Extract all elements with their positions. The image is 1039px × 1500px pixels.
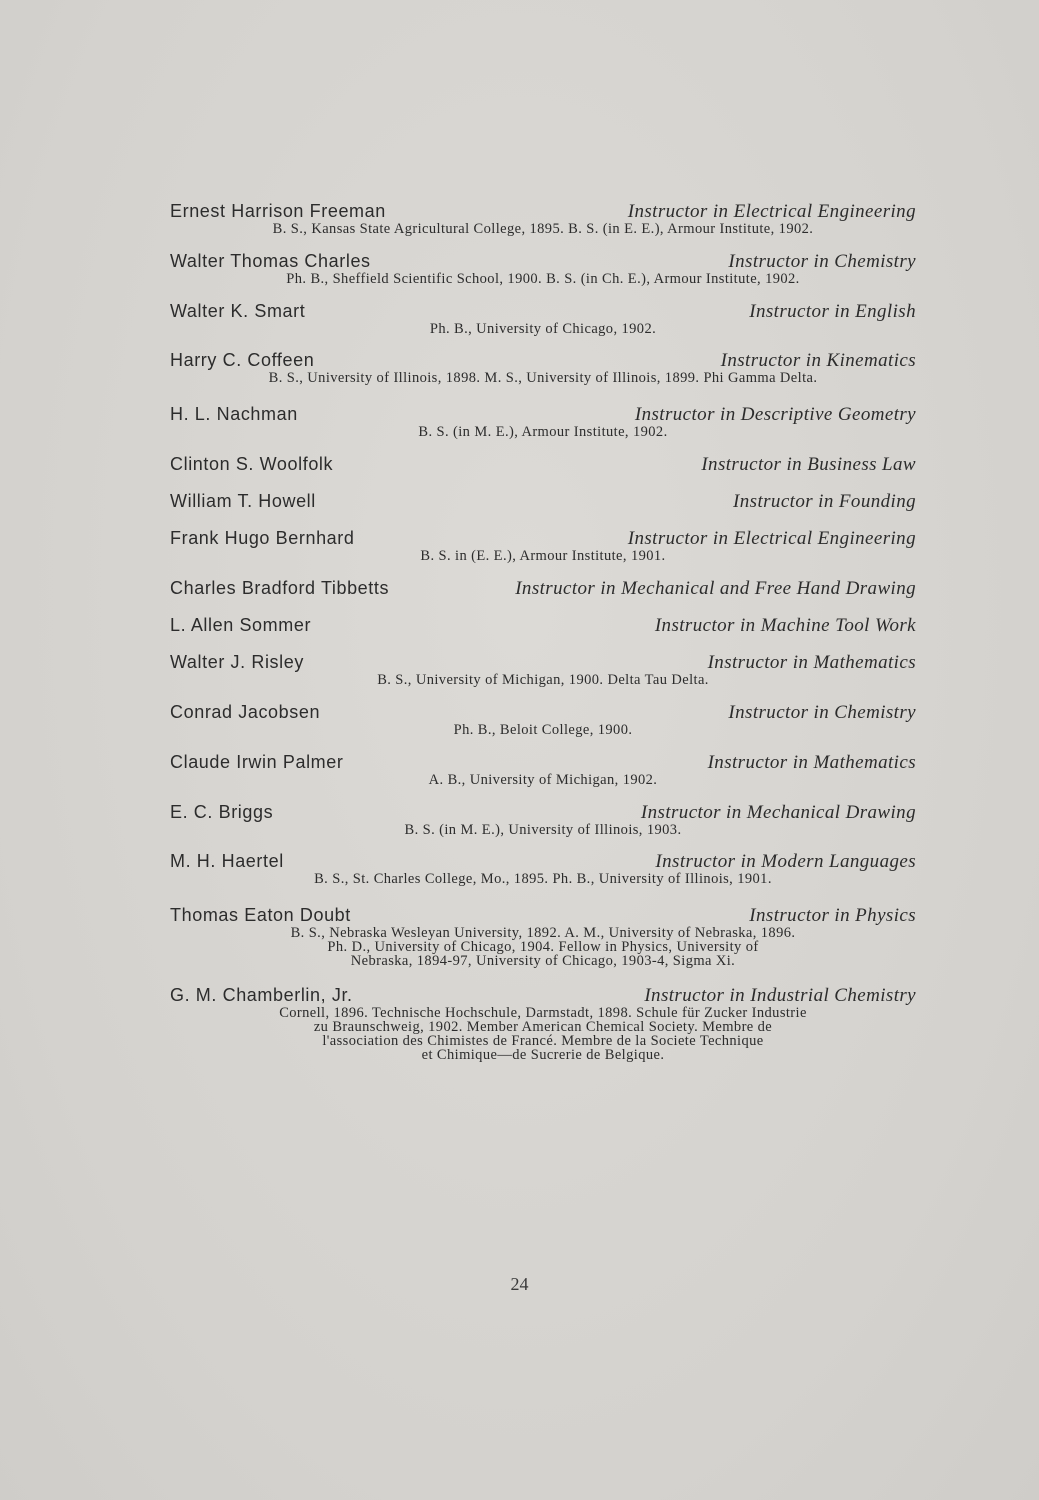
faculty-entry — [170, 453, 916, 475]
credential-line: zu Braunschweig, 1902. Member American Chemical Society. Membre de — [313, 1019, 773, 1035]
credential-line: Ph. D., University of Chicago, 1904. Fellow in Physics, University of — [327, 939, 759, 955]
credential-line: B. S. (in M. E.), University of Illinois, 1903. — [404, 822, 682, 838]
faculty-entry — [170, 614, 916, 636]
credential-line: B. S. in (E. E.), Armour Institute, 1901. — [420, 548, 666, 564]
page-number: 24 — [510, 1274, 529, 1294]
faculty-credentials — [170, 549, 916, 563]
faculty-title: Instructor in Descriptive Geometry — [634, 404, 916, 425]
credential-line: B. S. (in M. E.), Armour Institute, 1902. — [418, 424, 668, 440]
faculty-title: Instructor in Electrical Engineering — [627, 528, 916, 549]
faculty-credentials — [170, 322, 916, 336]
faculty-name: Conrad Jacobsen — [170, 702, 321, 722]
faculty-title: Instructor in Mechanical Drawing — [640, 802, 916, 823]
faculty-name: H. L. Nachman — [170, 404, 298, 424]
faculty-entry — [170, 527, 916, 563]
faculty-name: Harry C. Coffeen — [170, 350, 315, 370]
credential-line: Ph. B., Sheffield Scientific School, 1900. B. S. (in Ch. E.), Armour Institute, 1902. — [286, 271, 800, 287]
faculty-entry — [170, 349, 916, 385]
faculty-title: Instructor in Mathematics — [707, 752, 916, 773]
faculty-title: Instructor in Chemistry — [728, 251, 916, 272]
faculty-credentials — [170, 723, 916, 737]
faculty-entry — [170, 403, 916, 439]
faculty-entry — [170, 651, 916, 687]
faculty-title: Instructor in Founding — [733, 491, 916, 512]
credential-line: Nebraska, 1894-97, University of Chicago, 1903-4, Sigma Xi. — [350, 953, 736, 969]
faculty-entry — [170, 984, 916, 1062]
faculty-title: Instructor in Chemistry — [728, 702, 916, 723]
faculty-entry — [170, 801, 916, 837]
faculty-entry — [170, 701, 916, 737]
faculty-title: Instructor in Physics — [749, 905, 916, 926]
faculty-credentials — [170, 773, 916, 787]
faculty-name: Walter K. Smart — [170, 301, 306, 321]
faculty-entry — [170, 200, 916, 236]
faculty-title: Instructor in Machine Tool Work — [654, 615, 916, 636]
faculty-entry — [170, 904, 916, 968]
faculty-name: Clinton S. Woolfolk — [170, 454, 334, 474]
faculty-name: Walter J. Risley — [170, 652, 304, 672]
faculty-entry — [170, 490, 916, 512]
faculty-title: Instructor in Kinematics — [720, 350, 916, 371]
faculty-entry — [170, 577, 916, 599]
faculty-credentials — [170, 272, 916, 286]
faculty-name: Frank Hugo Bernhard — [170, 528, 355, 548]
faculty-credentials — [170, 425, 916, 439]
faculty-name: Charles Bradford Tibbetts — [170, 578, 390, 598]
faculty-credentials — [170, 1006, 916, 1062]
faculty-name: Thomas Eaton Doubt — [170, 905, 351, 925]
faculty-entry — [170, 250, 916, 286]
faculty-name: Walter Thomas Charles — [170, 251, 371, 271]
faculty-name: E. C. Briggs — [170, 802, 274, 822]
faculty-name: G. M. Chamberlin, Jr. — [170, 985, 353, 1005]
faculty-name: Claude Irwin Palmer — [170, 752, 344, 772]
faculty-name: William T. Howell — [170, 491, 316, 511]
faculty-name: L. Allen Sommer — [170, 615, 312, 635]
credential-line: B. S., St. Charles College, Mo., 1895. Ph. B., University of Illinois, 1901. — [314, 871, 772, 887]
credential-line: A. B., University of Michigan, 1902. — [428, 772, 658, 788]
faculty-name: M. H. Haertel — [170, 851, 284, 871]
faculty-entry — [170, 850, 916, 886]
credential-line: B. S., Kansas State Agricultural College, 1895. B. S. (in E. E.), Armour Institute, 1902. — [272, 221, 814, 237]
faculty-title: Instructor in Mechanical and Free Hand Drawing — [515, 578, 916, 599]
credential-line: Ph. B., Beloit College, 1900. — [453, 722, 633, 738]
faculty-credentials — [170, 823, 916, 837]
faculty-title: Instructor in Business Law — [701, 454, 916, 475]
credential-line: Cornell, 1896. Technische Hochschule, Darmstadt, 1898. Schule für Zucker Industrie — [279, 1005, 807, 1021]
faculty-entry — [170, 751, 916, 787]
faculty-credentials — [170, 673, 916, 687]
credential-line: Ph. B., University of Chicago, 1902. — [429, 321, 657, 337]
faculty-title: Instructor in Electrical Engineering — [627, 201, 916, 222]
faculty-credentials — [170, 222, 916, 236]
faculty-credentials — [170, 371, 916, 385]
credential-line: B. S., University of Michigan, 1900. Delta Tau Delta. — [377, 672, 709, 688]
faculty-credentials — [170, 926, 916, 968]
credential-line: l'association des Chimistes de Francé. Membre de la Societe Technique — [322, 1033, 764, 1049]
faculty-title: Instructor in Mathematics — [707, 652, 916, 673]
faculty-title: Instructor in Industrial Chemistry — [644, 985, 916, 1006]
faculty-title: Instructor in English — [749, 301, 916, 322]
faculty-name: Ernest Harrison Freeman — [170, 201, 386, 221]
credential-line: et Chimique—de Sucrerie de Belgique. — [421, 1047, 665, 1063]
faculty-credentials — [170, 872, 916, 886]
credential-line: B. S., University of Illinois, 1898. M. S., University of Illinois, 1899. Phi Gamma Delta. — [268, 370, 818, 386]
faculty-title: Instructor in Modern Languages — [655, 851, 916, 872]
faculty-entry — [170, 300, 916, 336]
credential-line: B. S., Nebraska Wesleyan University, 1892. A. M., University of Nebraska, 1896. — [290, 925, 796, 941]
